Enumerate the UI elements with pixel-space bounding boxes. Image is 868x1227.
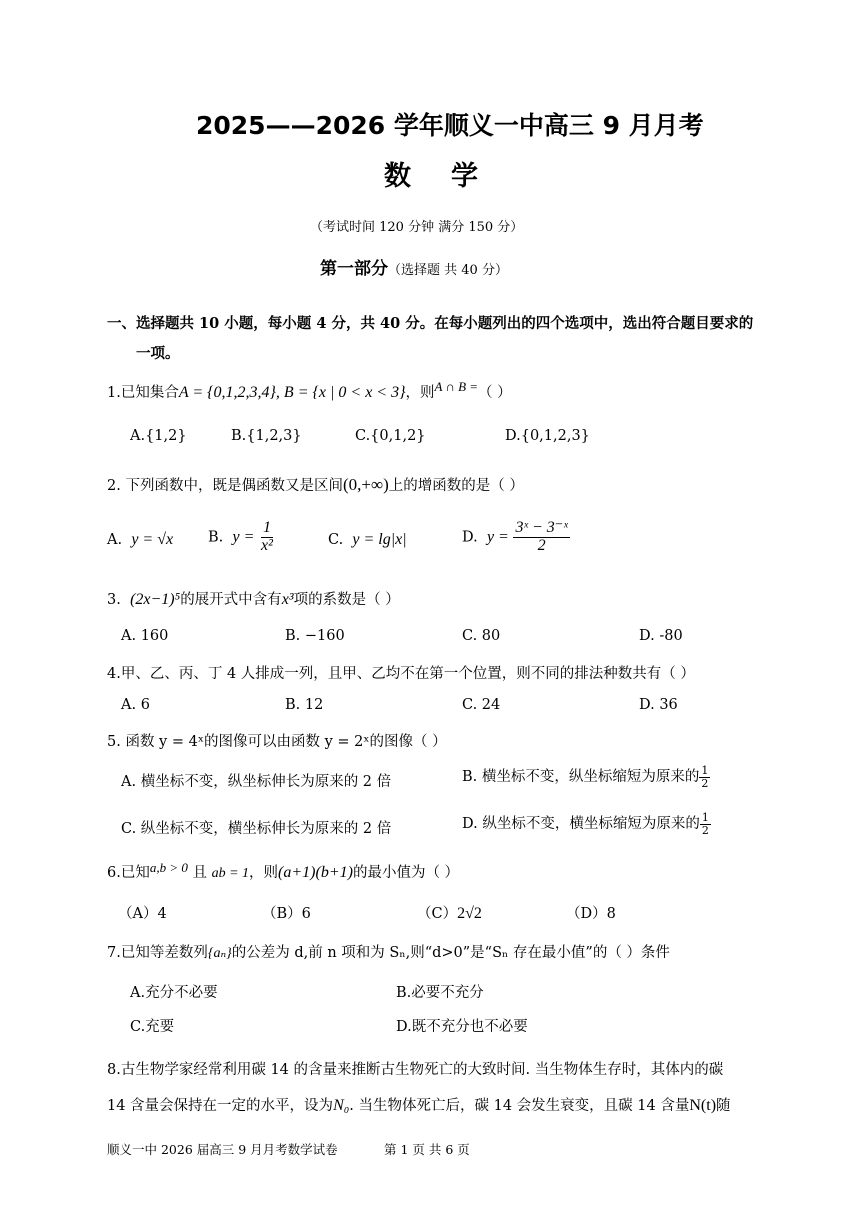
q1-sets: A = {0,1,2,3,4}, B = {x | 0 < x < 3} <box>178 384 406 401</box>
q7-option-d: D.既不充分也不必要 <box>396 1019 528 1035</box>
question-3-stem <box>107 588 400 609</box>
q2-option-b <box>208 520 275 555</box>
q3-option-d: D. -80 <box>639 628 683 644</box>
q6-c-label: （C） <box>417 906 458 922</box>
q8-line2-a: 14 含量会保持在一定的水平，设为 <box>107 1098 334 1114</box>
q2-d-label: D. <box>462 529 478 546</box>
q5-option-c: C. 纵坐标不变，横坐标伸长为原来的 2 倍 <box>121 821 392 837</box>
footer-page-number: 第 1 页 共 6 页 <box>384 1142 470 1157</box>
q6-option-d: （D）8 <box>566 906 616 922</box>
q6-option-b: （B）6 <box>262 906 311 922</box>
q3-stem-end: 项的系数是（ ） <box>293 592 400 608</box>
part-note: （选择题 共 40 分） <box>388 263 508 278</box>
question-6-stem <box>107 861 459 882</box>
q2-c-label: C. <box>328 532 344 548</box>
part-title: 第一部分 <box>320 259 388 279</box>
q5-option-b <box>462 765 710 789</box>
question-1-stem <box>107 381 512 402</box>
q8-line2-c: 随 <box>716 1098 731 1114</box>
q3-stem: 的展开式中含有 <box>180 592 282 608</box>
q5-d-half <box>700 812 711 836</box>
q6-expr: (a+1)(b+1) <box>278 864 353 881</box>
q2-b-label: B. <box>208 529 224 546</box>
q1-paren: （ ） <box>478 385 512 401</box>
q5-option-d <box>462 812 711 836</box>
q6-option-c <box>417 902 482 923</box>
q6-ab: ab = 1 <box>211 866 250 881</box>
q7-seq: {aₙ} <box>207 946 232 961</box>
q1-expr: A ∩ B = <box>434 379 479 394</box>
section-heading-line1: 一、选择题共 10 小题，每小题 4 分，共 40 分。在每小题列出的四个选项中，选出符合题目要求的 <box>107 315 754 332</box>
q7-option-b: B.必要不充分 <box>396 985 484 1001</box>
question-5-stem: 5. 函数 y = 4ˣ的图像可以由函数 y = 2ˣ的图像（ ） <box>107 734 447 750</box>
q8-nt: N(t) <box>689 1097 717 1114</box>
q1-mid: ，则 <box>405 385 435 401</box>
q1-option-b: B.{1,2,3} <box>231 428 302 444</box>
q5-d-half-den: 2 <box>701 823 709 837</box>
q6-end: 的最小值为（ ） <box>352 865 460 881</box>
q2-stem-b: 上的增函数的是（ ） <box>388 478 524 494</box>
q4-option-a: A. 6 <box>121 697 150 713</box>
q2-b-fraction <box>259 520 275 555</box>
exam-title: 2025——2026 学年顺义一中高三 9 月月考 <box>196 111 704 140</box>
exam-info: （考试时间 120 分钟 满分 150 分） <box>310 220 524 235</box>
q2-b-den: x² <box>261 536 273 554</box>
question-8-line1: 8.古生物学家经常利用碳 14 的含量来推断古生物死亡的大致时间. 当生物体生存时，其体内的碳 <box>107 1062 724 1078</box>
q3-option-c: C. 80 <box>462 628 501 644</box>
q5-b-half-num: 1 <box>701 764 709 777</box>
q4-option-c: C. 24 <box>462 697 501 713</box>
q2-b-num: 1 <box>262 519 271 536</box>
q7-option-a: A.充分不必要 <box>130 985 218 1001</box>
q1-option-a: A.{1,2} <box>130 428 187 444</box>
section-heading-line2: 一项。 <box>136 345 180 362</box>
q3-option-b: B. −160 <box>285 628 345 644</box>
q6-prefix: 6.已知 <box>107 865 150 881</box>
q6-option-a: （A）4 <box>118 906 167 922</box>
q5-d-half-num: 1 <box>701 811 709 824</box>
subject-title: 数学 <box>384 161 518 192</box>
q2-a-expr: y = √x <box>131 531 174 548</box>
q2-c-expr: y = lg|x| <box>352 531 407 548</box>
q5-d-text: D. 纵坐标不变，横坐标缩短为原来的 <box>462 816 700 833</box>
q3-num: 3. <box>107 592 121 608</box>
q7-prefix: 7.已知等差数列 <box>107 945 208 961</box>
q6-cond: a,b > 0 <box>149 860 188 875</box>
q6-and: 且 <box>192 865 207 881</box>
q4-option-b: B. 12 <box>285 697 324 713</box>
q3-expr: (2x−1)⁵ <box>130 591 181 608</box>
q2-d-num: 3ˣ − 3⁻ˣ <box>515 519 568 536</box>
q5-b-half-den: 2 <box>701 776 709 790</box>
question-2-stem <box>107 474 524 495</box>
q8-line2-b: . 当生物体死亡后，碳 14 会发生衰变，且碳 14 含量 <box>349 1098 690 1114</box>
q2-d-lhs: y = <box>486 528 509 546</box>
q2-b-lhs: y = <box>232 528 255 546</box>
q5-b-half <box>699 765 710 789</box>
question-7-stem <box>107 941 670 962</box>
q2-a-label: A. <box>107 532 123 548</box>
q6-mid: ，则 <box>249 865 279 881</box>
q2-interval: (0,+∞) <box>342 475 389 494</box>
q2-d-fraction <box>513 520 569 555</box>
q2-stem-a: 2. 下列函数中，既是偶函数又是区间 <box>107 478 343 494</box>
q2-option-c <box>328 531 407 549</box>
question-4-stem: 4.甲、乙、丙、丁 4 人排成一列，且甲、乙均不在第一个位置，则不同的排法种数共有（ ） <box>107 666 695 682</box>
q7-option-c: C.充要 <box>130 1019 175 1035</box>
q7-stem: 的公差为 d,前 n 项和为 Sₙ,则“d>0”是“Sₙ 存在最小值”的（ ）条件 <box>231 945 670 961</box>
q8-n0: N₀ <box>333 1097 350 1114</box>
q2-d-den: 2 <box>537 536 546 554</box>
question-8-line2 <box>107 1094 731 1115</box>
q1-option-d: D.{0,1,2,3} <box>505 428 590 444</box>
q3-option-a: A. 160 <box>121 628 169 644</box>
q2-option-d <box>462 520 570 555</box>
q5-option-a: A. 横坐标不变，纵坐标伸长为原来的 2 倍 <box>121 774 392 790</box>
q5-b-text: B. 横坐标不变，纵坐标缩短为原来的 <box>462 769 700 786</box>
footer-left: 顺义一中 2026 届高三 9 月月考数学试卷 <box>107 1142 338 1157</box>
part-heading <box>320 254 508 279</box>
q1-prefix: 1.已知集合 <box>107 385 179 401</box>
q1-option-c: C.{0,1,2} <box>355 428 426 444</box>
q4-option-d: D. 36 <box>639 697 678 713</box>
q3-term: x³ <box>281 591 294 608</box>
q2-option-a <box>107 531 173 549</box>
q6-c-value: 2√2 <box>457 905 482 922</box>
